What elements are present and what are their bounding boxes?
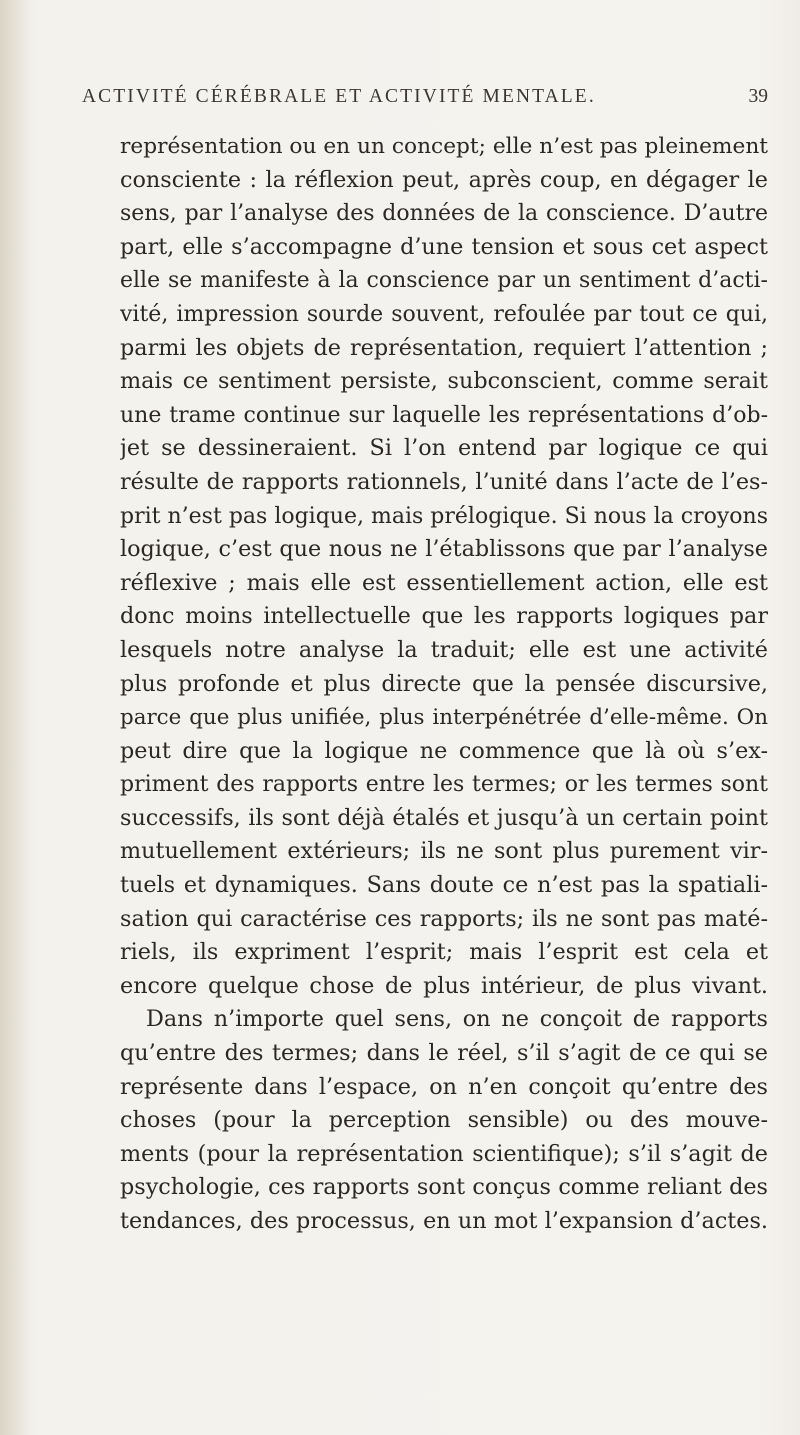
text-line: tuels et dynamiques. Sans doute ce n’est pas la spatiali- — [120, 872, 768, 899]
text-line: elle se manifeste à la conscience par un sentiment d’acti- — [120, 268, 768, 294]
running-title: ACTIVITÉ CÉRÉBRALE ET ACTIVITÉ MENTALE. — [82, 86, 596, 107]
text-line: peut dire que la logique ne commence que là où s’ex- — [120, 737, 768, 764]
text-line: sation qui caractérise ces rapports; ils ne sont pas maté- — [120, 905, 768, 932]
text-line: logique, c’est que nous ne l’établissons que par l’analyse — [120, 536, 768, 563]
text-line: mutuellement extérieurs; ils ne sont plus purement vir- — [120, 838, 768, 865]
text-line: donc moins intellectuelle que les rapports logiques par — [120, 603, 768, 630]
page-header — [82, 86, 768, 114]
text-line: qu’entre des termes; dans le réel, s’il s’agit de ce qui se — [120, 1040, 768, 1067]
text-line: successifs, ils sont déjà étalés et jusqu’à un certain point — [120, 804, 768, 831]
text-line: représentation ou en un concept; elle n’est pas pleinement — [120, 134, 768, 159]
text-line: une trame continue sur laquelle les représentations d’ob- — [120, 402, 768, 428]
text-line: consciente : la réflexion peut, après coup, en dégager le — [120, 166, 768, 193]
text-line: riels, ils expriment l’esprit; mais l’esprit est cela et — [120, 939, 768, 966]
text-line: réflexive ; mais elle est essentiellement action, elle est — [120, 569, 768, 596]
text-line: représente dans l’espace, on n’en conçoit qu’entre des — [120, 1073, 768, 1100]
text-line: psychologie, ces rapports sont conçus comme reliant des — [120, 1174, 768, 1201]
text-line: encore quelque chose de plus intérieur, de plus vivant. — [120, 972, 768, 999]
text-line: parmi les objets de représentation, requiert l’attention ; — [120, 334, 768, 361]
text-line: parce que plus unifiée, plus interpénétrée d’elle-même. On — [120, 705, 768, 731]
page-number: 39 — [748, 86, 768, 107]
text-line: tendances, des processus, en un mot l’expansion d’actes. — [120, 1208, 768, 1234]
text-line: vité, impression sourde souvent, refoulée par tout ce qui, — [120, 301, 768, 327]
body-text — [120, 130, 768, 1239]
text-line: résulte de rapports rationnels, l’unité dans l’acte de l’es- — [120, 468, 768, 495]
text-line: prit n’est pas logique, mais prélogique. Si nous la croyons — [120, 503, 768, 529]
text-line: sens, par l’analyse des données de la conscience. D’autre — [120, 201, 768, 227]
text-line: part, elle s’accompagne d’une tension et sous cet aspect — [120, 233, 768, 260]
page-fold-shadow — [0, 0, 30, 1435]
text-line: mais ce sentiment persiste, subconscient, comme serait — [120, 368, 768, 395]
text-line: lesquels notre analyse la traduit; elle est une activité — [120, 636, 768, 663]
text-line: plus profonde et plus directe que la pensée discursive, — [120, 670, 768, 697]
text-line: choses (pour la perception sensible) ou des mouve- — [120, 1107, 768, 1134]
text-line-paragraph-start: Dans n’importe quel sens, on ne conçoit de rapports — [146, 1006, 768, 1033]
text-line: priment des rapports entre les termes; or les termes sont — [120, 772, 768, 798]
text-line: jet se dessineraient. Si l’on entend par logique ce qui — [120, 435, 768, 462]
text-line: ments (pour la représentation scientifique); s’il s’agit de — [120, 1140, 768, 1167]
